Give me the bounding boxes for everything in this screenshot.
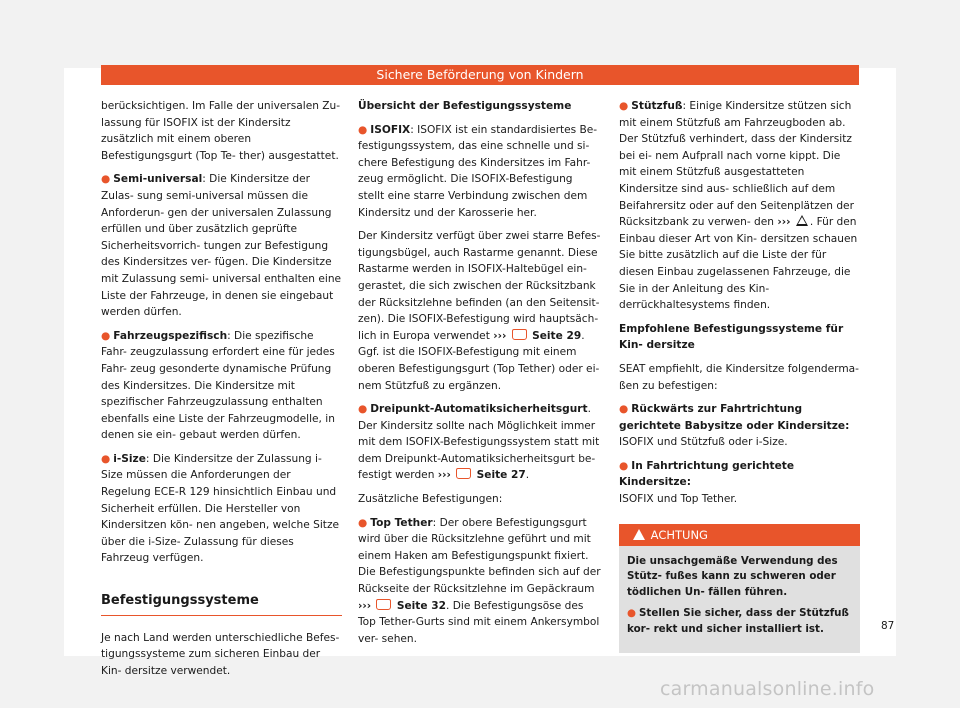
page-header: Sichere Beförderung von Kindern (101, 65, 859, 85)
item-title: In Fahrtrichtung gerichtete Kindersitze: (619, 459, 795, 489)
warning-triangle-icon (796, 215, 808, 226)
list-item (101, 451, 342, 567)
warning-box (619, 524, 860, 654)
item-title: Semi-universal (113, 173, 203, 186)
section-paragraph: Je nach Land werden unterschiedliche Befes- tigungssysteme zum sicheren Einbau der Kin- dersitze verwendet. (101, 631, 340, 677)
isofix-text-continued: . Ggf. ist die ISOFIX-Befestigung mit einem oberen Befestigungsgurt (Top Tether) oder ei- nem Stützfuß zu ergänzen. (358, 329, 600, 392)
item-text: ISOFIX und Stützfuß oder i-Size. (619, 436, 788, 449)
column-right (619, 98, 860, 653)
list-item (619, 98, 860, 314)
overview-heading: Übersicht der Befestigungssysteme (358, 100, 572, 112)
item-text: . Der Kindersitz sollte nach Möglichkeit immer mit dem ISOFIX-Befestigungssystem statt mit dem Dreipunkt-Automatiksicherheitsgurt be- festigt werden (358, 403, 600, 482)
isofix-paragraph (358, 228, 601, 394)
arrows-symbol: ››› (437, 469, 451, 482)
bullet-icon: ● (101, 329, 111, 342)
bullet-icon: ● (101, 173, 111, 186)
recommended-paragraph: SEAT empfiehlt, die Kindersitze folgenderma- ßen zu befestigen: (619, 362, 859, 392)
page-number: 87 (881, 620, 895, 632)
bullet-icon: ● (358, 123, 368, 136)
list-item (619, 401, 860, 451)
item-text-continued: . Die Befestigungsöse des Top Tether-Gurts sind mit einem Ankersymbol ver- sehen. (358, 599, 600, 645)
arrows-symbol: ››› (358, 599, 372, 612)
item-text: : Die Kindersitze der Zulas- sung semi-universal müssen die Anforderun- gen der universalen Zulassung erfüllen und über zusätzlich geprüfte Sicherheitsvorrich- tungen zur Befestigung des Kindersitzes ver- fügen. Die Kindersitze mit Zulassung semi- universal enthalten eine Liste der Fahrzeuge, in denen sie eingebaut werden dürfen. (101, 173, 342, 319)
item-title: Stützfuß (631, 100, 683, 112)
list-item: ● Dreipunkt-Automatiksicherheitsgurt. Der Kindersitz sollte nach Möglichkeit immer mit dem ISOFIX-Befestigungssystem statt mit dem Dreipunkt-Automatiksicherheitsgurt be- festigt werden ››› Seite 27. (358, 403, 600, 482)
list-item (358, 515, 601, 648)
item-title: Top Tether (370, 516, 433, 529)
extra-heading: Zusätzliche Befestigungen: (358, 493, 503, 506)
page-reference-link[interactable]: Seite 29 (532, 329, 582, 342)
warning-header (619, 524, 860, 546)
book-icon (456, 468, 471, 479)
item-title: ISOFIX (370, 123, 411, 136)
page-reference-link[interactable]: Seite 32 (396, 599, 446, 612)
watermark: carmanualsonline.info (660, 678, 875, 700)
item-text-continued: . Für den Einbau dieser Art von Kin- dersitzen schauen Sie bitte zusätzlich auf die Liste der für diesen Einbau zugelassenen Fahrzeuge, die Sie in der Anleitung des Kin- derrückhaltesystems finden. (619, 216, 858, 312)
item-title: Fahrzeugspezifisch (113, 329, 228, 342)
item-text: : Der obere Befestigungsgurt wird über die Rücksitzlehne geführt und mit einem Haken am Befestigungspunkt fixiert. Die Befestigungspunkte befinden sich auf der Rückseite der Rücksitzlehne im Gepäckraum (358, 516, 601, 596)
warning-title: ACHTUNG (650, 527, 708, 542)
section-heading: Befestigungssysteme (101, 593, 342, 616)
intro-paragraph: berücksichtigen. Im Falle der universalen Zu- lassung für ISOFIX ist der Kindersitz zusätzlich mit einem oberen Befestigungsgurt (Top Te- ther) ausgestattet. (101, 100, 341, 162)
item-text: : ISOFIX ist ein standardisiertes Be- festigungssystem, das eine schnelle und si- chere Befestigung des Kindersitzes im Fahr- zeug ermöglicht. Die ISOFIX-Befestigung stellt eine starre Verbindung zwischen dem Kindersitz und der Karosserie her. (358, 123, 598, 219)
bullet-icon: ● (627, 607, 636, 620)
item-title: i-Size (113, 452, 146, 465)
warning-text: Die unsachgemäße Verwendung des Stütz- fußes kann zu schweren oder tödlichen Un- fällen führen. (627, 554, 838, 598)
page-reference-link[interactable]: Seite 27 (476, 469, 526, 482)
bullet-icon: ● (358, 516, 368, 529)
list-item (101, 171, 342, 320)
item-title: Dreipunkt-Automatiksicherheitsgurt (370, 403, 588, 416)
book-icon (512, 329, 527, 340)
item-text: : Die spezifische Fahr- zeugzulassung erfordert eine für jedes Fahr- zeug gesonderte dynamische Prüfung des Kindersitzes. Die Kindersitze mit spezifischer Fahrzeugzulassung enthalten ebenfalls eine Liste der Fahrzeugmodelle, in denen sie ein- gebaut werden dürfen. (101, 329, 335, 442)
item-text: : Einige Kindersitze stützen sich mit einem Stützfuß am Fahrzeugboden ab. Der Stützfuß verhindert, dass der Kindersitz bei ei- nem Aufprall nach vorne kippt. Die mit einem Stützfuß ausgestatteten Kindersitze sind aus- schließlich auf dem Beifahrersitz oder auf den Seitenplätzen der Rücksitzbank zu verwen- den (619, 100, 854, 229)
warning-triangle-icon (633, 529, 645, 540)
item-text: ISOFIX und Top Tether. (619, 493, 738, 506)
bullet-icon: ● (619, 403, 629, 416)
recommended-heading: Empfohlene Befestigungssysteme für Kin- dersitze (619, 322, 844, 352)
list-item (627, 606, 852, 637)
list-item (101, 328, 342, 444)
item-text: : Die Kindersitze der Zulassung i-Size müssen die Anforderungen der Regelung ECE-R 129 hinsichtlich Einbau und Sicherheit erfüllen. Die Hersteller von Kindersitzen kön- nen angeben, welche Sitze über die i-Size- Zulassung für dieses Fahrzeug verfügen. (101, 452, 340, 565)
bullet-icon: ● (619, 100, 629, 112)
bullet-icon: ● (101, 452, 111, 465)
list-item (619, 458, 860, 508)
column-middle (358, 98, 601, 654)
isofix-text: Der Kindersitz verfügt über zwei starre Befes- tigungsbügel, auch Rastarme genannt. Diese Rastarme werden in ISOFIX-Haltebügel ein- gerastet, die sich zwischen der Rücksitzbank der Rücksitzlehne befinden (an den Seitensit- zen). Die ISOFIX-Befestigung wird hauptsäch- lich in Europa verwendet (358, 230, 601, 342)
arrows-symbol: ››› (493, 329, 507, 342)
column-left (101, 98, 342, 686)
bullet-icon: ● (358, 403, 368, 416)
book-icon (376, 599, 391, 610)
warning-body (619, 546, 860, 654)
item-title: Rückwärts zur Fahrtrichtung gerichtete Babysitze oder Kindersitze: (619, 403, 850, 432)
list-item (358, 122, 601, 222)
arrows-symbol: ››› (777, 216, 791, 229)
warning-item-text: Stellen Sie sicher, dass der Stützfuß kor- rekt und sicher installiert ist. (627, 607, 849, 635)
bullet-icon: ● (619, 459, 629, 472)
